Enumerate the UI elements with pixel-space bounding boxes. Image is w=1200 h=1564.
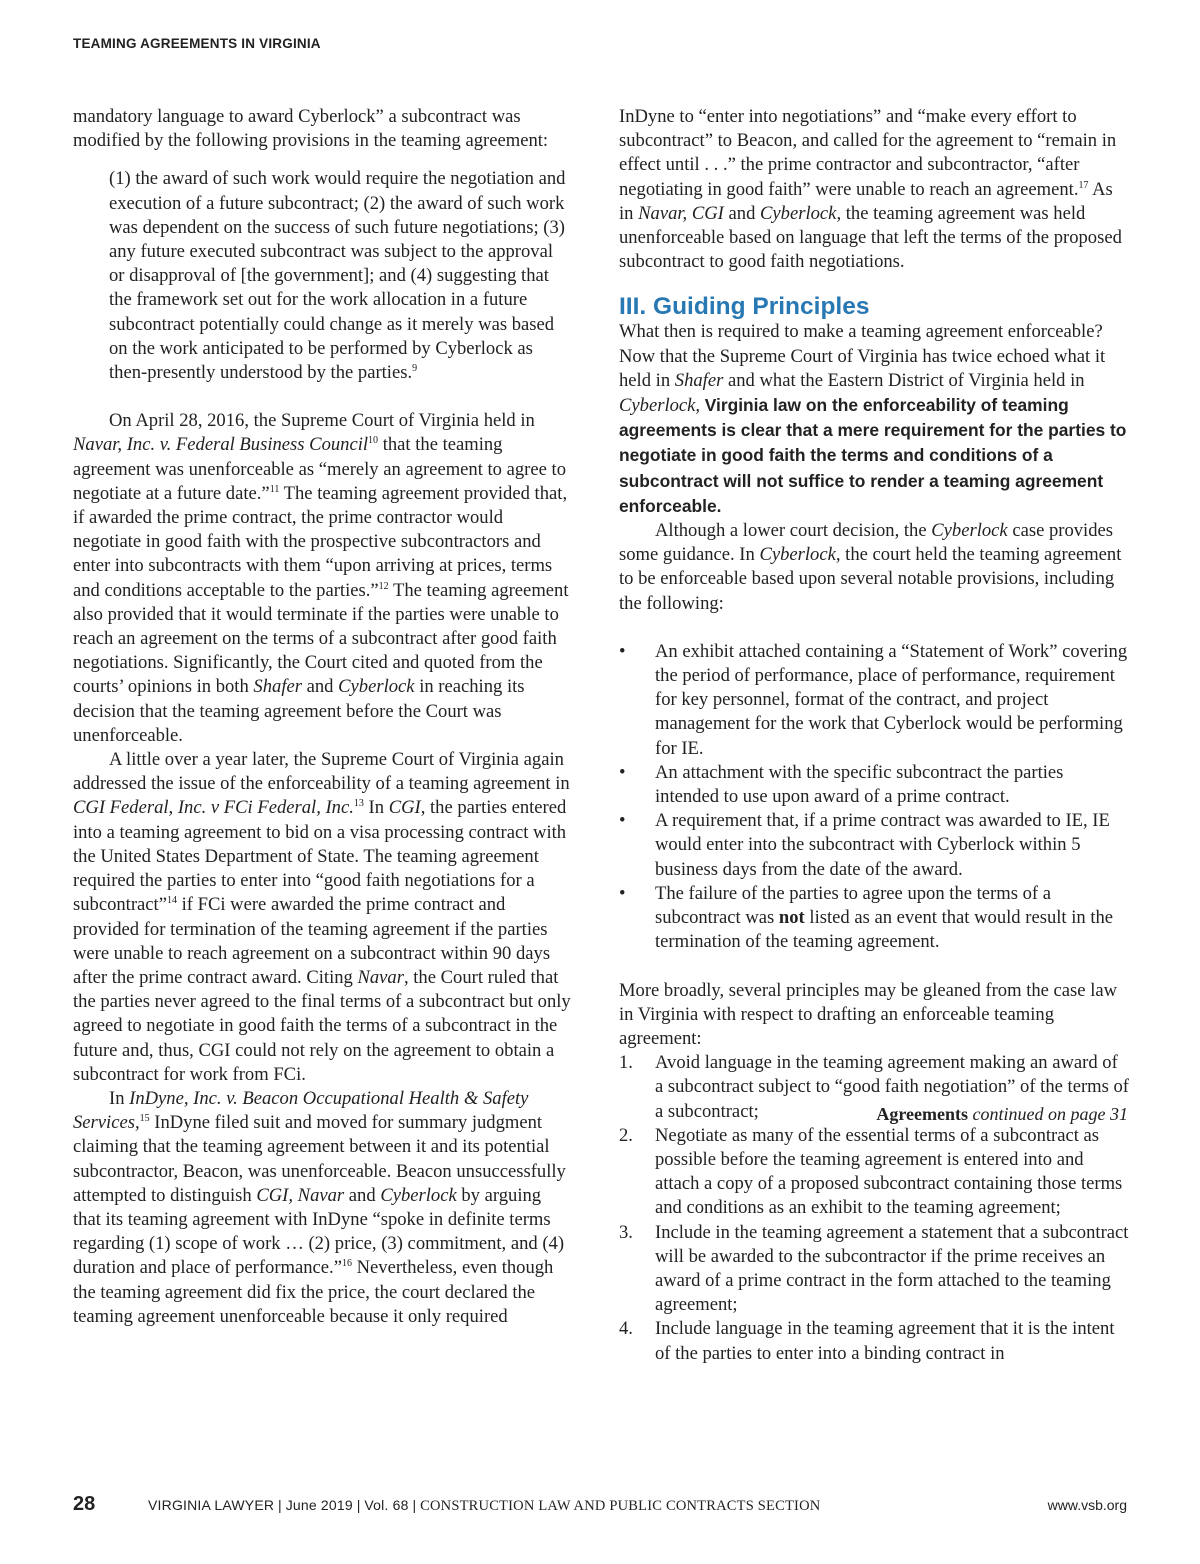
bullet-marker: • (619, 640, 626, 662)
footnote-ref: 16 (341, 1258, 352, 1270)
issue-date: June 2019 (285, 1497, 353, 1513)
footnote-ref: 12 (378, 580, 389, 592)
footnote-ref: 11 (269, 483, 280, 495)
paragraph: Although a lower court decision, the Cyberlock case provides some guidance. In Cyberlock, the court held the teaming agreement to be enforceable based upon several notable provisions, including the following: (619, 520, 1122, 614)
list-item: • The failure of the parties to agree upon the terms of a subcontract was not listed as an event that would result in the termination of the teaming agreement. (619, 882, 1114, 953)
list-item: 2. Negotiate as many of the essential terms of a subcontract as possible before the teaming agreement is entered into and attach a copy of a proposed subcontract containing those terms and conditions as an exhibit to the teaming agreement; (619, 1124, 1123, 1219)
page-number: 28 (73, 1493, 96, 1515)
case-name: CGI (388, 797, 421, 819)
paragraph: InDyne to “enter into negotiations” and “make every effort to subcontract” to Beacon, and called for the agreement to “remain in effect until . . .” the prime contractor and subcontractor, “after negotiating in good faith” were unable to reach an agreement.$^{17}$ As in Navar, CGI and Cyberlock, the teaming agreement was held unenforceable based on language that left the terms of the proposed subcontract to good faith negotiations. (619, 106, 1122, 273)
case-name: Navar, Inc. v. Federal Business Council (73, 434, 369, 456)
case-name: Shafer (253, 676, 302, 698)
paragraph: On April 28, 2016, the Supreme Court of Virginia held in Navar, Inc. v. Federal Business Council$^{10}$ that the teaming agreement was unenforceable as “merely an agreement to agree to negotiate at a future date.”$^{11}$ The teaming agreement provided that, if awarded the prime contract, the prime contractor would negotiate in good faith with the prospective subcontractors and enter into subcontracts with them “upon arriving at prices, terms and conditions acceptable to the parties.”$^{12}$ The teaming agreement also provided that it would terminate if the parties were unable to reach an agreement on the terms of a subcontract after good faith negotiations. Significantly, the Court cited and quoted from the courts’ opinions in both Shafer and Cyberlock in reaching its decision that the teaming agreement before the Court was unenforceable. (73, 410, 569, 746)
paragraph: mandatory language to award Cyberlock” a subcontract was modified by the following provisions in the teaming agreement: (73, 106, 549, 152)
bullet-marker: • (619, 882, 626, 904)
paragraph: In InDyne, Inc. v. Beacon Occupational Health & Safety Services,$^{15}$ InDyne filed suit and moved for summary judgment claiming that the teaming agreement between it and its potential subcontractor, Beacon, was unenforceable. Beacon unsuccessfully attempted to distinguish CGI, Navar and Cyberlock by arguing that its teaming agreement with InDyne “spoke in definite terms regarding (1) scope of work … (2) price, (3) commitment, and (4) duration and place of performance.”$^{16}$ Nevertheless, even though the teaming agreement did fix the price, the court declared the teaming agreement unenforceable because it only required (73, 1087, 566, 1327)
running-head: TEAMING AGREEMENTS IN VIRGINIA (73, 36, 321, 51)
continued-text: continued on page 31 (972, 1104, 1128, 1124)
provisions-list (619, 640, 1129, 955)
emphasis-statement: Virginia law on the enforceability of teaming agreements is clear that a mere requirement for the parties to negotiate in good faith the terms and conditions of a subcontract will not suffice to render a teaming agreement enforceable. (619, 395, 1127, 516)
case-name: Cyberlock, (760, 202, 842, 224)
case-name: Navar, CGI (638, 202, 724, 224)
case-name: Cyberlock (931, 520, 1008, 542)
left-column (73, 105, 573, 1329)
list-item: • An exhibit attached containing a “Statement of Work” covering the period of performance, place of performance, requirement for key personnel, format of the contract, and project management for the work that Cyberlock would be performing for IE. (619, 640, 1128, 759)
separator: | (412, 1497, 417, 1513)
principles-list (619, 1051, 1129, 1366)
section-heading: III. Guiding Principles (619, 293, 870, 321)
footnote-ref: 13 (353, 798, 364, 810)
list-number: 4. (619, 1318, 633, 1340)
list-item: 1. Avoid language in the teaming agreement making an award of a subcontract subject to “good faith negotiation” of the terms of a subcontract; (619, 1052, 1129, 1122)
list-item: • A requirement that, if a prime contract was awarded to IE, IE would enter into the subcontract with Cyberlock within 5 business days from the date of the award. (619, 810, 1110, 880)
continued-keyword: Agreements (876, 1104, 969, 1124)
separator: | (356, 1497, 361, 1513)
case-name: CGI Federal, Inc. v FCi Federal, Inc. (73, 797, 354, 819)
continued-note[interactable] (876, 1104, 1128, 1125)
footnote-ref: 15 (139, 1113, 150, 1125)
list-number: 2. (619, 1124, 633, 1146)
emphasis: not (778, 907, 805, 929)
case-name: Navar (357, 966, 404, 988)
list-item: • An attachment with the specific subcontract the parties intended to use upon award of a prime contract. (619, 761, 1064, 808)
case-name: Cyberlock (338, 676, 415, 698)
case-name: Shafer (674, 369, 724, 391)
case-name: CGI, Navar (256, 1184, 345, 1206)
footer-publication-line (148, 1497, 820, 1515)
bullet-marker: • (619, 761, 626, 783)
list-item: 4. Include language in the teaming agreement that it is the intent of the parties to enter into a binding contract in (619, 1318, 1115, 1364)
right-column (619, 105, 1129, 1366)
paragraph: A little over a year later, the Supreme Court of Virginia again addressed the issue of the enforceability of a teaming agreement in CGI Federal, Inc. v FCi Federal, Inc.$^{13}$ In CGI, the parties entered into a teaming agreement to bid on a visa processing contract with the United States Department of State. The teaming agreement required the parties to enter into “good faith negotiations for a subcontract”$^{14}$ if FCi were awarded the prime contract and provided for termination of the teaming agreement if the parties were unable to reach agreement on a subcontract within 90 days after the prime contract award. Citing Navar, the Court ruled that the parties never agreed to the final terms of a subcontract but only agreed to negotiate in good faith the terms of a subcontract in the future and, thus, CGI could not rely on the agreement to obtain a subcontract for work from FCi. (73, 749, 571, 1085)
paragraph: What then is required to make a teaming agreement enforceable? Now that the Supreme Court of Virginia has twice echoed what it held in Shafer and what the Eastern District of Virginia held in Cyberlock, Virginia law on the enforceability of teaming agreements is clear that a mere requirement for the parties to negotiate in good faith the terms and conditions of a subcontract will not suffice to render a teaming agreement enforceable. (619, 321, 1127, 516)
case-name: Cyberlock, (619, 395, 701, 417)
bullet-marker: • (619, 810, 626, 832)
website-link[interactable]: www.vsb.org (1047, 1497, 1127, 1513)
paragraph: More broadly, several principles may be gleaned from the case law in Virginia with respect to drafting an enforceable teaming agreement: (619, 979, 1118, 1049)
footnote-ref: 9 (412, 363, 418, 375)
footnote-ref: 14 (166, 895, 177, 907)
case-name: InDyne, Inc. v. Beacon Occupational Health & Safety Services, (73, 1087, 529, 1134)
list-number: 3. (619, 1221, 633, 1243)
magazine-name: VIRGINIA LAWYER (148, 1497, 275, 1513)
list-item: 3. Include in the teaming agreement a statement that a subcontract will be awarded to the subcontractor if the prime receives an award of a prime contract in the form attached to the teaming agreement; (619, 1221, 1129, 1316)
section-name: CONSTRUCTION LAW AND PUBLIC CONTRACTS SECTION (420, 1498, 821, 1514)
case-name: Cyberlock (380, 1184, 457, 1206)
block-quote: (1) the award of such work would require the negotiation and execution of a future subcontract; (2) the award of such work was dependent on the success of such future negotiations; (3) any future executed subcontract was subject to the approval or disapproval of [the government]; and (4) suggesting that the framework set out for the work allocation in a future subcontract potentially could change as it merely was based on the work anticipated to be performed by Cyberlock as then-presently understood by the parties.$^9$ (109, 168, 566, 384)
list-number: 1. (619, 1052, 633, 1074)
footnote-ref: 17 (1078, 179, 1089, 191)
page-footer (0, 1493, 1200, 1523)
volume: Vol. 68 (364, 1497, 409, 1513)
separator: | (278, 1497, 282, 1513)
case-name: Cyberlock, (759, 544, 841, 566)
footnote-ref: 10 (368, 435, 379, 447)
